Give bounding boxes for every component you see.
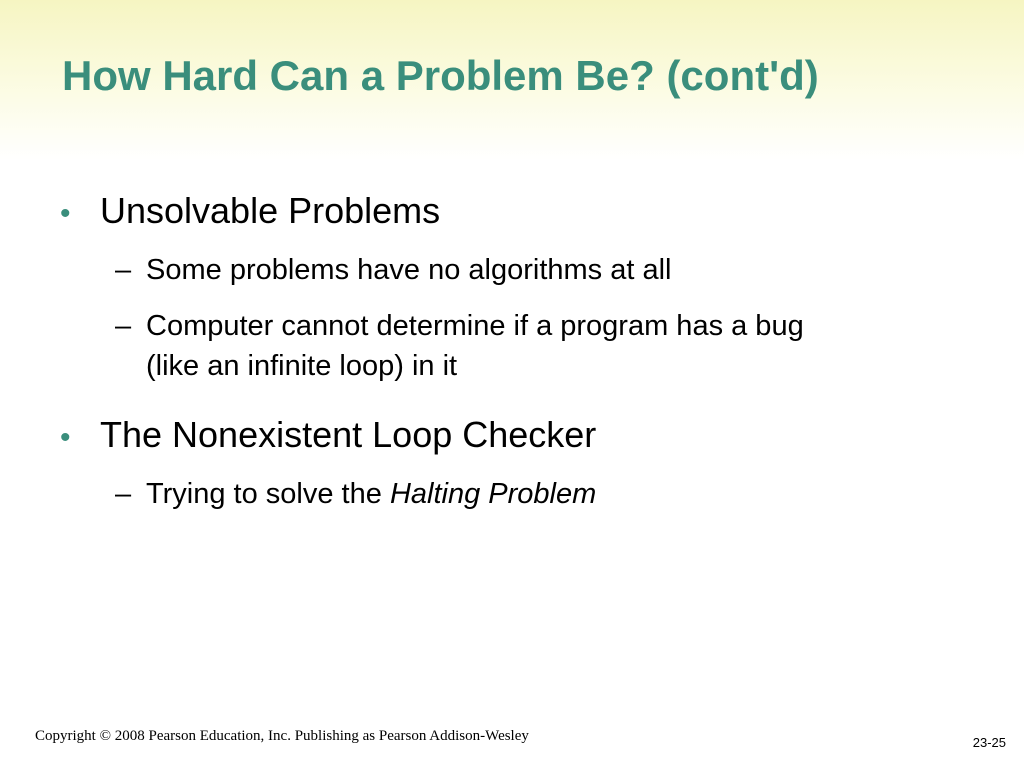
sub-bullet-halting-prefix: Trying to solve the bbox=[146, 478, 390, 510]
sub-bullet-bug-line1: Computer cannot determine if a program has a bug bbox=[146, 310, 804, 342]
page-number: 23-25 bbox=[972, 735, 1006, 750]
dash-icon: – bbox=[115, 478, 132, 510]
bullet-unsolvable-problems: Unsolvable Problems bbox=[100, 190, 441, 231]
halting-problem-emphasis: Halting Problem bbox=[389, 478, 597, 510]
slide-title: How Hard Can a Problem Be? (cont'd) bbox=[62, 52, 819, 99]
sub-bullet-halting bbox=[146, 474, 596, 514]
dash-icon: – bbox=[115, 310, 132, 342]
bullet-icon: • bbox=[60, 197, 71, 230]
bullet-icon: • bbox=[60, 421, 71, 454]
dash-icon: – bbox=[115, 254, 132, 286]
copyright-footer: Copyright © 2008 Pearson Education, Inc. Publishing as Pearson Addison-Wesley bbox=[35, 728, 529, 744]
sub-bullet-bug-line2: (like an infinite loop) in it bbox=[146, 350, 458, 382]
sub-bullet-no-algorithms: Some problems have no algorithms at all bbox=[146, 254, 672, 286]
bullet-loop-checker: The Nonexistent Loop Checker bbox=[100, 414, 597, 455]
